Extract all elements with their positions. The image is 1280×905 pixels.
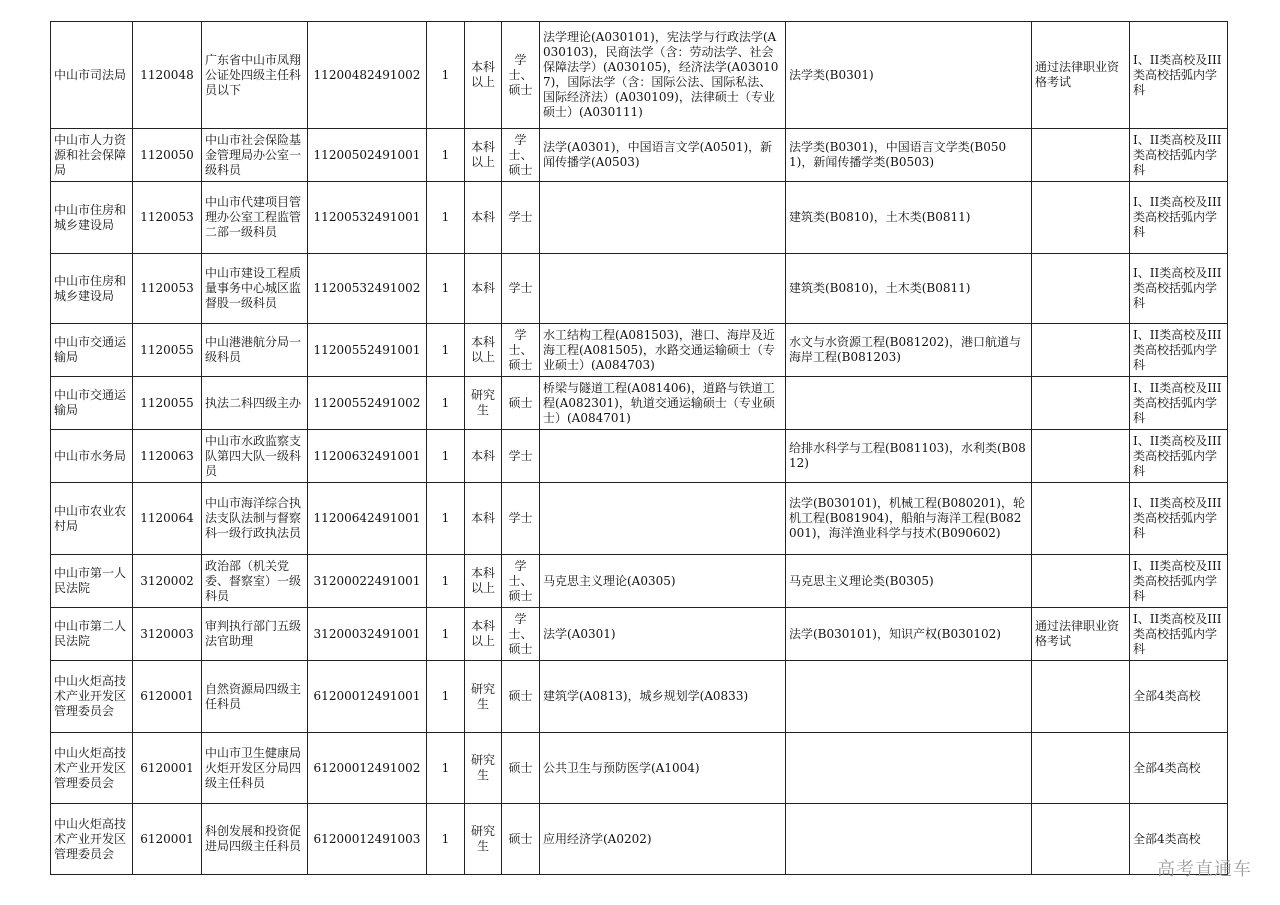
headcount-cell: 1 [427, 555, 465, 608]
position-code-cell: 31200032491001 [308, 608, 427, 661]
other-requirement-cell [1032, 430, 1130, 483]
undergraduate-major-cell: 法学(B030101)，知识产权(B030102) [786, 608, 1032, 661]
table-row [51, 483, 1228, 555]
undergraduate-major-cell: 法学(B030101)，机械工程(B080201)，轮机工程(B081904)，船舶与海洋工程(B082001)，海洋渔业科学与技术(B090602) [786, 483, 1032, 555]
school-requirement-cell: 全部4类高校 [1130, 661, 1228, 733]
position-cell: 广东省中山市凤翔公证处四级主任科员以下 [202, 22, 308, 129]
school-requirement-cell: I、II类高校及III类高校括弧内学科 [1130, 324, 1228, 377]
table-row [51, 377, 1228, 430]
graduate-major-cell: 法学(A0301)，中国语言文学(A0501)，新闻传播学(A0503) [540, 129, 786, 182]
unit-code-cell: 1120053 [133, 182, 202, 254]
recruitment-table [50, 21, 1228, 875]
graduate-major-cell [540, 430, 786, 483]
graduate-major-cell: 法学理论(A030101)，宪法学与行政法学(A030103)，民商法学（含：劳动法学、社会保障法学）(A030105)，经济法学(A030107)，国际法学（含：国际公法、国际私法、国际经济法）(A030109)，法律硕士（专业硕士）(A030111) [540, 22, 786, 129]
table-row [51, 804, 1228, 875]
school-requirement-cell: I、II类高校及III类高校括弧内学科 [1130, 608, 1228, 661]
unit-code-cell: 1120055 [133, 377, 202, 430]
unit-cell: 中山火炬高技术产业开发区管理委员会 [51, 733, 133, 804]
school-requirement-cell: I、II类高校及III类高校括弧内学科 [1130, 254, 1228, 324]
other-requirement-cell: 通过法律职业资格考试 [1032, 22, 1130, 129]
table-row [51, 555, 1228, 608]
position-cell: 中山市卫生健康局火炬开发区分局四级主任科员 [202, 733, 308, 804]
degree-cell: 学士、硕士 [502, 324, 540, 377]
unit-cell: 中山市水务局 [51, 430, 133, 483]
school-requirement-cell: I、II类高校及III类高校括弧内学科 [1130, 483, 1228, 555]
unit-cell: 中山市人力资源和社会保障局 [51, 129, 133, 182]
school-requirement-cell: 全部4类高校 [1130, 733, 1228, 804]
position-code-cell: 11200502491001 [308, 129, 427, 182]
degree-cell: 学士 [502, 483, 540, 555]
position-cell: 科创发展和投资促进局四级主任科员 [202, 804, 308, 875]
education-cell: 研究生 [465, 661, 502, 733]
education-cell: 本科以上 [465, 555, 502, 608]
graduate-major-cell [540, 182, 786, 254]
headcount-cell: 1 [427, 608, 465, 661]
unit-cell: 中山市交通运输局 [51, 377, 133, 430]
headcount-cell: 1 [427, 661, 465, 733]
other-requirement-cell [1032, 661, 1130, 733]
position-code-cell: 11200532491001 [308, 182, 427, 254]
school-requirement-cell: I、II类高校及III类高校括弧内学科 [1130, 555, 1228, 608]
undergraduate-major-cell: 建筑类(B0810)，土木类(B0811) [786, 182, 1032, 254]
position-code-cell: 11200642491001 [308, 483, 427, 555]
graduate-major-cell [540, 254, 786, 324]
education-cell: 本科以上 [465, 324, 502, 377]
unit-code-cell: 1120050 [133, 129, 202, 182]
position-cell: 中山市海洋综合执法支队法制与督察科一级行政执法员 [202, 483, 308, 555]
school-requirement-cell: I、II类高校及III类高校括弧内学科 [1130, 129, 1228, 182]
recruitment-table-container [50, 21, 1227, 875]
school-requirement-cell: I、II类高校及III类高校括弧内学科 [1130, 430, 1228, 483]
other-requirement-cell [1032, 483, 1130, 555]
position-cell: 执法二科四级主办 [202, 377, 308, 430]
education-cell: 本科以上 [465, 608, 502, 661]
degree-cell: 硕士 [502, 661, 540, 733]
degree-cell: 学士 [502, 430, 540, 483]
position-code-cell: 31200022491001 [308, 555, 427, 608]
position-cell: 政治部（机关党委、督察室）一级科员 [202, 555, 308, 608]
position-code-cell: 61200012491003 [308, 804, 427, 875]
graduate-major-cell: 水工结构工程(A081503)，港口、海岸及近海工程(A081505)，水路交通运输硕士（专业硕士）(A084703) [540, 324, 786, 377]
unit-cell: 中山市农业农村局 [51, 483, 133, 555]
school-requirement-cell: I、II类高校及III类高校括弧内学科 [1130, 377, 1228, 430]
watermark-text: 高考直通车 [1157, 859, 1252, 880]
position-cell: 中山市代建项目管理办公室工程监管二部一级科员 [202, 182, 308, 254]
degree-cell: 学士、硕士 [502, 608, 540, 661]
undergraduate-major-cell [786, 377, 1032, 430]
other-requirement-cell [1032, 377, 1130, 430]
table-row [51, 182, 1228, 254]
table-row [51, 129, 1228, 182]
headcount-cell: 1 [427, 254, 465, 324]
headcount-cell: 1 [427, 430, 465, 483]
undergraduate-major-cell [786, 733, 1032, 804]
graduate-major-cell: 应用经济学(A0202) [540, 804, 786, 875]
headcount-cell: 1 [427, 129, 465, 182]
undergraduate-major-cell: 法学类(B0301) [786, 22, 1032, 129]
degree-cell: 硕士 [502, 804, 540, 875]
school-requirement-cell: 全部4类高校 [1130, 804, 1228, 875]
education-cell: 本科 [465, 483, 502, 555]
undergraduate-major-cell [786, 804, 1032, 875]
graduate-major-cell [540, 483, 786, 555]
graduate-major-cell: 法学(A0301) [540, 608, 786, 661]
unit-cell: 中山市交通运输局 [51, 324, 133, 377]
unit-cell: 中山市第一人民法院 [51, 555, 133, 608]
other-requirement-cell [1032, 324, 1130, 377]
other-requirement-cell [1032, 254, 1130, 324]
graduate-major-cell: 马克思主义理论(A0305) [540, 555, 786, 608]
school-requirement-cell: I、II类高校及III类高校括弧内学科 [1130, 22, 1228, 129]
degree-cell: 学士、硕士 [502, 555, 540, 608]
position-code-cell: 61200012491002 [308, 733, 427, 804]
unit-code-cell: 1120055 [133, 324, 202, 377]
headcount-cell: 1 [427, 377, 465, 430]
undergraduate-major-cell: 水文与水资源工程(B081202)，港口航道与海岸工程(B081203) [786, 324, 1032, 377]
education-cell: 本科 [465, 254, 502, 324]
unit-code-cell: 6120001 [133, 804, 202, 875]
school-requirement-cell: I、II类高校及III类高校括弧内学科 [1130, 182, 1228, 254]
table-body [51, 22, 1228, 875]
position-code-cell: 11200552491001 [308, 324, 427, 377]
position-cell: 中山市社会保险基金管理局办公室一级科员 [202, 129, 308, 182]
education-cell: 本科 [465, 182, 502, 254]
unit-cell: 中山市住房和城乡建设局 [51, 254, 133, 324]
table-row [51, 661, 1228, 733]
position-code-cell: 11200532491002 [308, 254, 427, 324]
unit-code-cell: 3120003 [133, 608, 202, 661]
headcount-cell: 1 [427, 324, 465, 377]
unit-code-cell: 3120002 [133, 555, 202, 608]
unit-code-cell: 6120001 [133, 733, 202, 804]
graduate-major-cell: 公共卫生与预防医学(A1004) [540, 733, 786, 804]
undergraduate-major-cell [786, 661, 1032, 733]
unit-code-cell: 1120053 [133, 254, 202, 324]
graduate-major-cell: 桥梁与隧道工程(A081406)，道路与铁道工程(A082301)，轨道交通运输硕士（专业硕士）(A084701) [540, 377, 786, 430]
unit-cell: 中山市第二人民法院 [51, 608, 133, 661]
other-requirement-cell [1032, 804, 1130, 875]
headcount-cell: 1 [427, 733, 465, 804]
degree-cell: 硕士 [502, 377, 540, 430]
position-cell: 中山市水政监察支队第四大队一级科员 [202, 430, 308, 483]
graduate-major-cell: 建筑学(A0813)，城乡规划学(A0833) [540, 661, 786, 733]
education-cell: 本科 [465, 430, 502, 483]
unit-cell: 中山火炬高技术产业开发区管理委员会 [51, 804, 133, 875]
other-requirement-cell [1032, 182, 1130, 254]
unit-code-cell: 1120064 [133, 483, 202, 555]
unit-code-cell: 1120063 [133, 430, 202, 483]
undergraduate-major-cell: 马克思主义理论类(B0305) [786, 555, 1032, 608]
education-cell: 研究生 [465, 804, 502, 875]
unit-code-cell: 6120001 [133, 661, 202, 733]
position-code-cell: 11200552491002 [308, 377, 427, 430]
unit-cell: 中山市住房和城乡建设局 [51, 182, 133, 254]
undergraduate-major-cell: 给排水科学与工程(B081103)，水利类(B0812) [786, 430, 1032, 483]
education-cell: 本科以上 [465, 129, 502, 182]
education-cell: 研究生 [465, 733, 502, 804]
undergraduate-major-cell: 法学类(B0301)，中国语言文学类(B0501)，新闻传播学类(B0503) [786, 129, 1032, 182]
headcount-cell: 1 [427, 22, 465, 129]
degree-cell: 学士 [502, 254, 540, 324]
other-requirement-cell [1032, 733, 1130, 804]
table-row [51, 22, 1228, 129]
degree-cell: 硕士 [502, 733, 540, 804]
other-requirement-cell [1032, 555, 1130, 608]
degree-cell: 学士、硕士 [502, 22, 540, 129]
education-cell: 本科以上 [465, 22, 502, 129]
position-code-cell: 61200012491001 [308, 661, 427, 733]
unit-code-cell: 1120048 [133, 22, 202, 129]
headcount-cell: 1 [427, 804, 465, 875]
position-code-cell: 11200482491002 [308, 22, 427, 129]
education-cell: 研究生 [465, 377, 502, 430]
table-row [51, 254, 1228, 324]
undergraduate-major-cell: 建筑类(B0810)，土木类(B0811) [786, 254, 1032, 324]
unit-cell: 中山火炬高技术产业开发区管理委员会 [51, 661, 133, 733]
position-code-cell: 11200632491001 [308, 430, 427, 483]
position-cell: 自然资源局四级主任科员 [202, 661, 308, 733]
headcount-cell: 1 [427, 483, 465, 555]
position-cell: 审判执行部门五级法官助理 [202, 608, 308, 661]
table-row [51, 608, 1228, 661]
table-row [51, 430, 1228, 483]
degree-cell: 学士 [502, 182, 540, 254]
table-row [51, 733, 1228, 804]
position-cell: 中山港港航分局一级科员 [202, 324, 308, 377]
position-cell: 中山市建设工程质量事务中心城区监督股一级科员 [202, 254, 308, 324]
headcount-cell: 1 [427, 182, 465, 254]
degree-cell: 学士、硕士 [502, 129, 540, 182]
unit-cell: 中山市司法局 [51, 22, 133, 129]
other-requirement-cell: 通过法律职业资格考试 [1032, 608, 1130, 661]
other-requirement-cell [1032, 129, 1130, 182]
table-row [51, 324, 1228, 377]
